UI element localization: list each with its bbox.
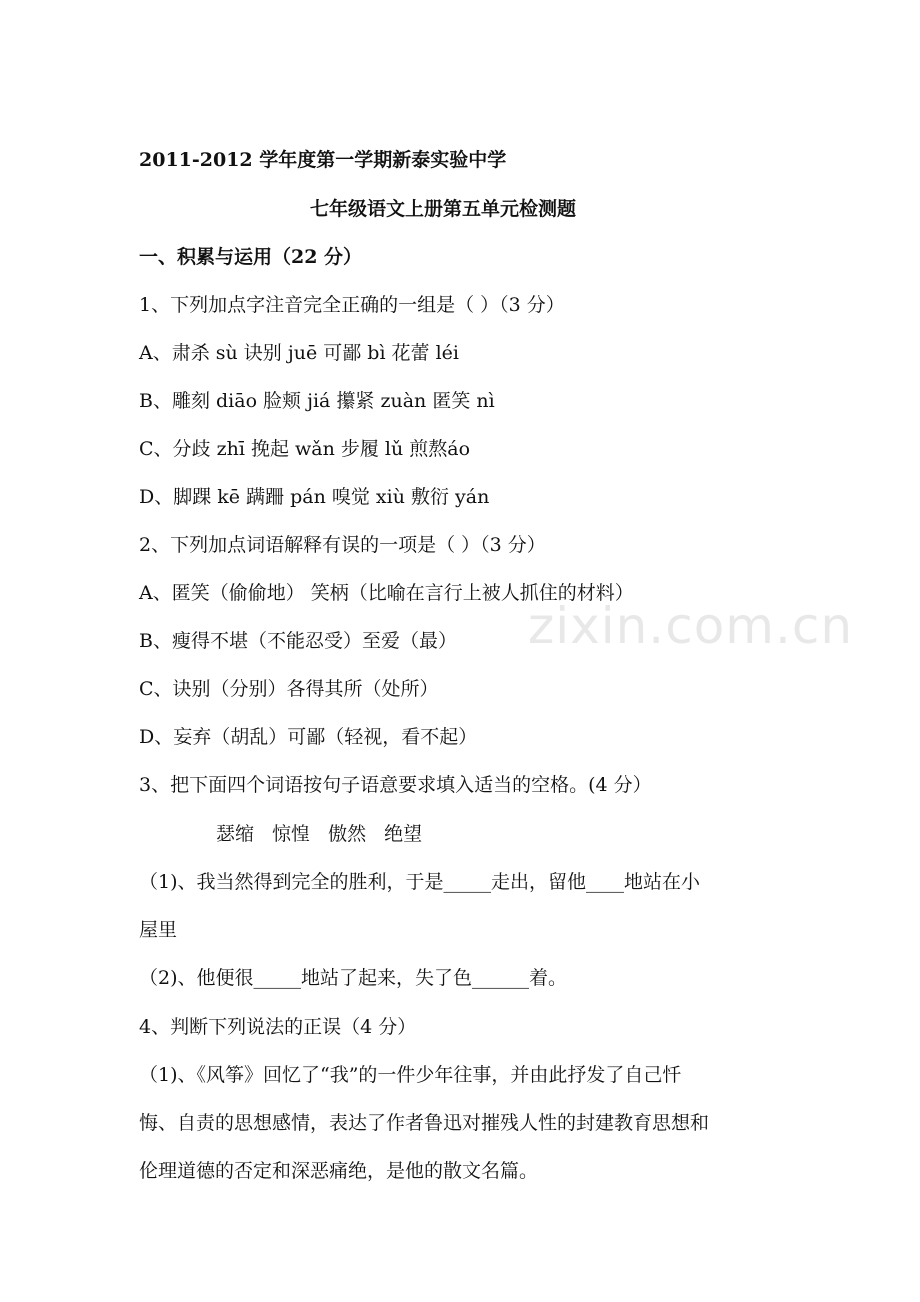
question-4-item-1-end: 伦理道德的否定和深恶痛绝，是他的散文名篇。 <box>139 1160 539 1182</box>
question-2-option-b: B、瘦得不堪（不能忍受）至爱（最） <box>139 630 457 652</box>
question-3-sentence-1: （1)、我当然得到完全的胜利，于是_____走出，留他____地站在小 <box>139 871 701 893</box>
question-4-item-1-continued: 悔、自责的思想感情，表达了作者鲁迅对摧残人性的封建教育思想和 <box>139 1112 710 1134</box>
question-3-sentence-1-continued: 屋里 <box>139 919 178 941</box>
section-heading: 一、积累与运用（22 分） <box>139 246 363 268</box>
question-3-word-bank: 瑟缩 惊惶 傲然 绝望 <box>216 823 423 845</box>
question-2-option-a: A、匿笑（偷偷地） 笑柄（比喻在言行上被人抓住的材料） <box>139 582 634 604</box>
question-4-item-1: （1)、《风筝》回忆了“我”的一件少年往事，并由此抒发了自己忏 <box>139 1064 682 1086</box>
question-1-option-c: C、分歧 zhī 挽起 wǎn 步履 lǔ 煎熬áo <box>139 438 471 460</box>
question-3-stem: 3、把下面四个词语按句子语意要求填入适当的空格。(4 分） <box>139 774 652 796</box>
question-2-stem: 2、下列加点词语解释有误的一项是（ ）（3 分） <box>139 534 546 556</box>
exam-title: 七年级语文上册第五单元检测题 <box>310 198 577 220</box>
watermark: zixin.com.cn <box>528 597 854 655</box>
question-1-option-a: A、肃杀 sù 诀别 juē 可鄙 bì 花蕾 léi <box>139 342 459 364</box>
question-4-stem: 4、判断下列说法的正误（4 分） <box>139 1016 417 1038</box>
question-2-option-d: D、妄弃（胡乱）可鄙（轻视，看不起） <box>139 726 478 748</box>
school-year-line: 2011-2012 学年度第一学期新泰实验中学 <box>139 149 507 171</box>
question-1-option-d: D、脚踝 kē 蹒跚 pán 嗅觉 xiù 敷衍 yán <box>139 486 490 508</box>
question-3-sentence-2: （2)、他便很_____地站了起来，失了色______着。 <box>139 967 568 989</box>
question-2-option-c: C、诀别（分别）各得其所（处所） <box>139 678 439 700</box>
question-1-stem: 1、下列加点字注音完全正确的一组是（ ）（3 分） <box>139 294 565 316</box>
question-1-option-b: B、雕刻 diāo 脸颊 jiá 攥紧 zuàn 匿笑 nì <box>139 390 495 412</box>
